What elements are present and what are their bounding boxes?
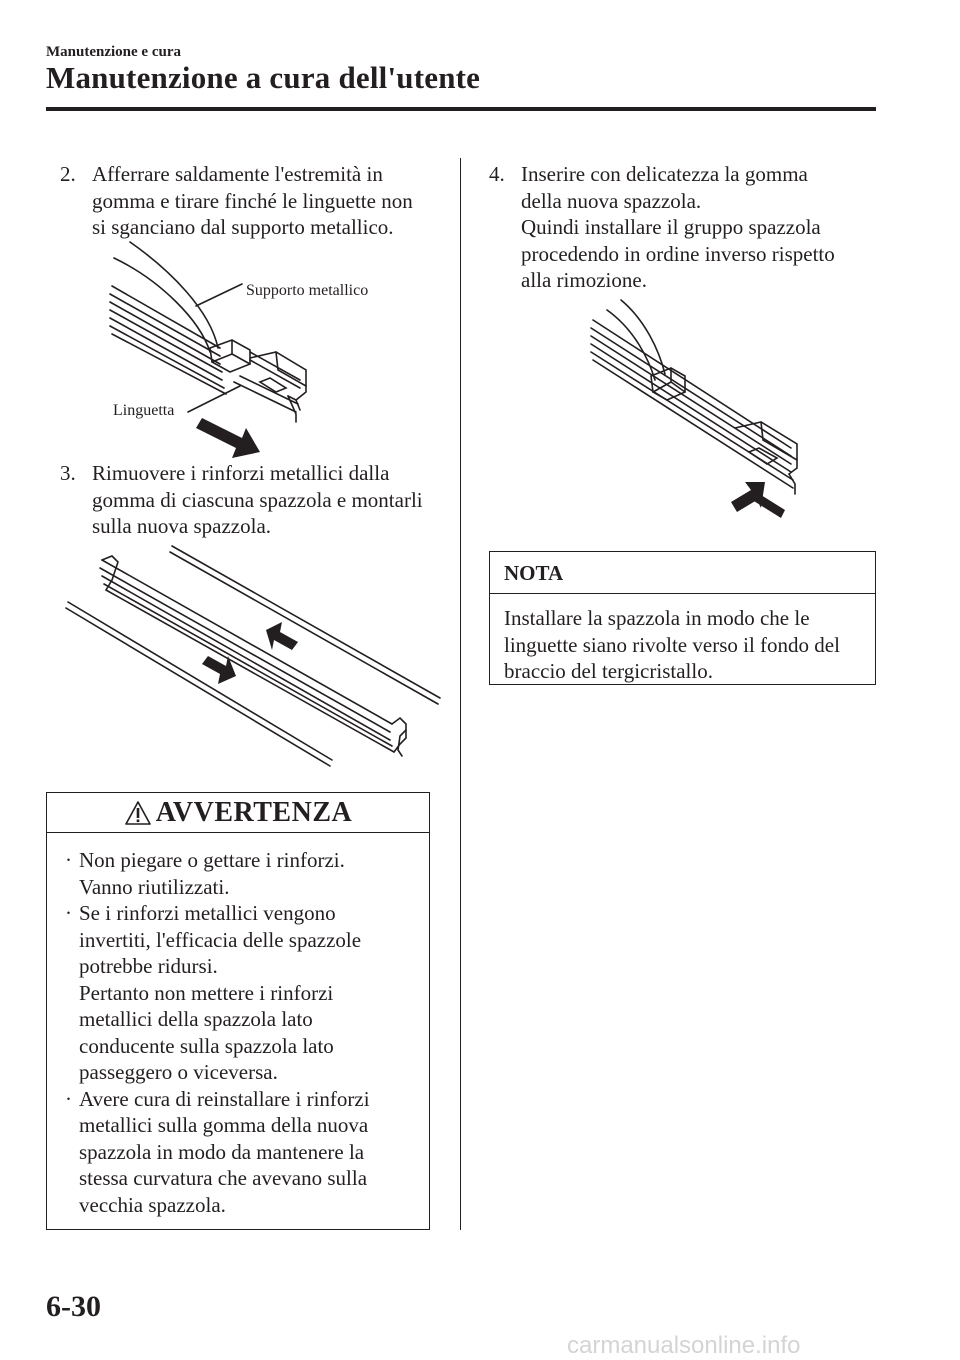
- step-2: [60, 161, 440, 241]
- callout-tab: Linguetta: [113, 402, 175, 419]
- section-label: Manutenzione e cura: [46, 44, 181, 60]
- bullet: ·: [65, 848, 72, 872]
- note-title: NOTA: [490, 552, 875, 594]
- warning-item: [65, 900, 417, 1086]
- warning-list: [65, 847, 417, 1218]
- step-number: 4.: [489, 162, 505, 186]
- warning-item-text: Avere cura di reinstallare i rinforzi metallici sulla gomma della nuova spazzola in modo da mantenere la stessa curvatura che avevano sulla vecchia spazzola.: [79, 1086, 370, 1217]
- step-number: 3.: [60, 461, 76, 485]
- step-text: Afferrare saldamente l'estremità in gomma e tirare finché le linguette non si sganciano dal supporto metallico.: [92, 162, 413, 239]
- warning-box: [46, 792, 430, 1230]
- warning-item: [65, 847, 417, 900]
- step-number: 2.: [60, 162, 76, 186]
- step-4: [489, 161, 874, 294]
- watermark: carmanualsonline.info: [567, 1332, 801, 1359]
- figure-reinforcements: [60, 540, 450, 775]
- step-text: Rimuovere i rinforzi metallici dalla gomma di ciascuna spazzola e montarli sulla nuova spazzola.: [92, 461, 423, 538]
- figure-blade-removal: [100, 240, 430, 460]
- step-3: [60, 460, 440, 540]
- page-title: Manutenzione a cura dell'utente: [46, 60, 481, 95]
- bullet: ·: [65, 901, 72, 925]
- step-text: Inserire con delicatezza la gomma della nuova spazzola. Quindi installare il gruppo spazzola procedendo in ordine inverso rispetto alla rimozione.: [521, 162, 835, 292]
- column-divider: [460, 158, 461, 1230]
- warning-item: [65, 1086, 417, 1219]
- callout-metal-support: Supporto metallico: [246, 282, 369, 299]
- bullet: ·: [65, 1086, 72, 1111]
- title-rule: [46, 107, 876, 111]
- warning-item-text: Non piegare o gettare i rinforzi. Vanno riutilizzati.: [79, 848, 345, 899]
- warning-triangle-icon: [124, 800, 152, 826]
- warning-item-text: Se i rinforzi metallici vengono invertiti, l'efficacia delle spazzole potrebbe ridursi. Pertanto non mettere i rinforzi metallici della spazzola lato conducente sulla spazzola lato passeggero o viceversa.: [79, 901, 362, 1084]
- warning-title: AVVERTENZA: [155, 796, 353, 828]
- warning-header: [47, 793, 429, 833]
- note-text: Installare la spazzola in modo che le linguette siano rivolte verso il fondo del braccio del tergicristallo.: [504, 606, 840, 683]
- page-number: 6-30: [46, 1290, 101, 1323]
- note-box: [489, 551, 876, 685]
- figure-blade-install: [585, 300, 815, 525]
